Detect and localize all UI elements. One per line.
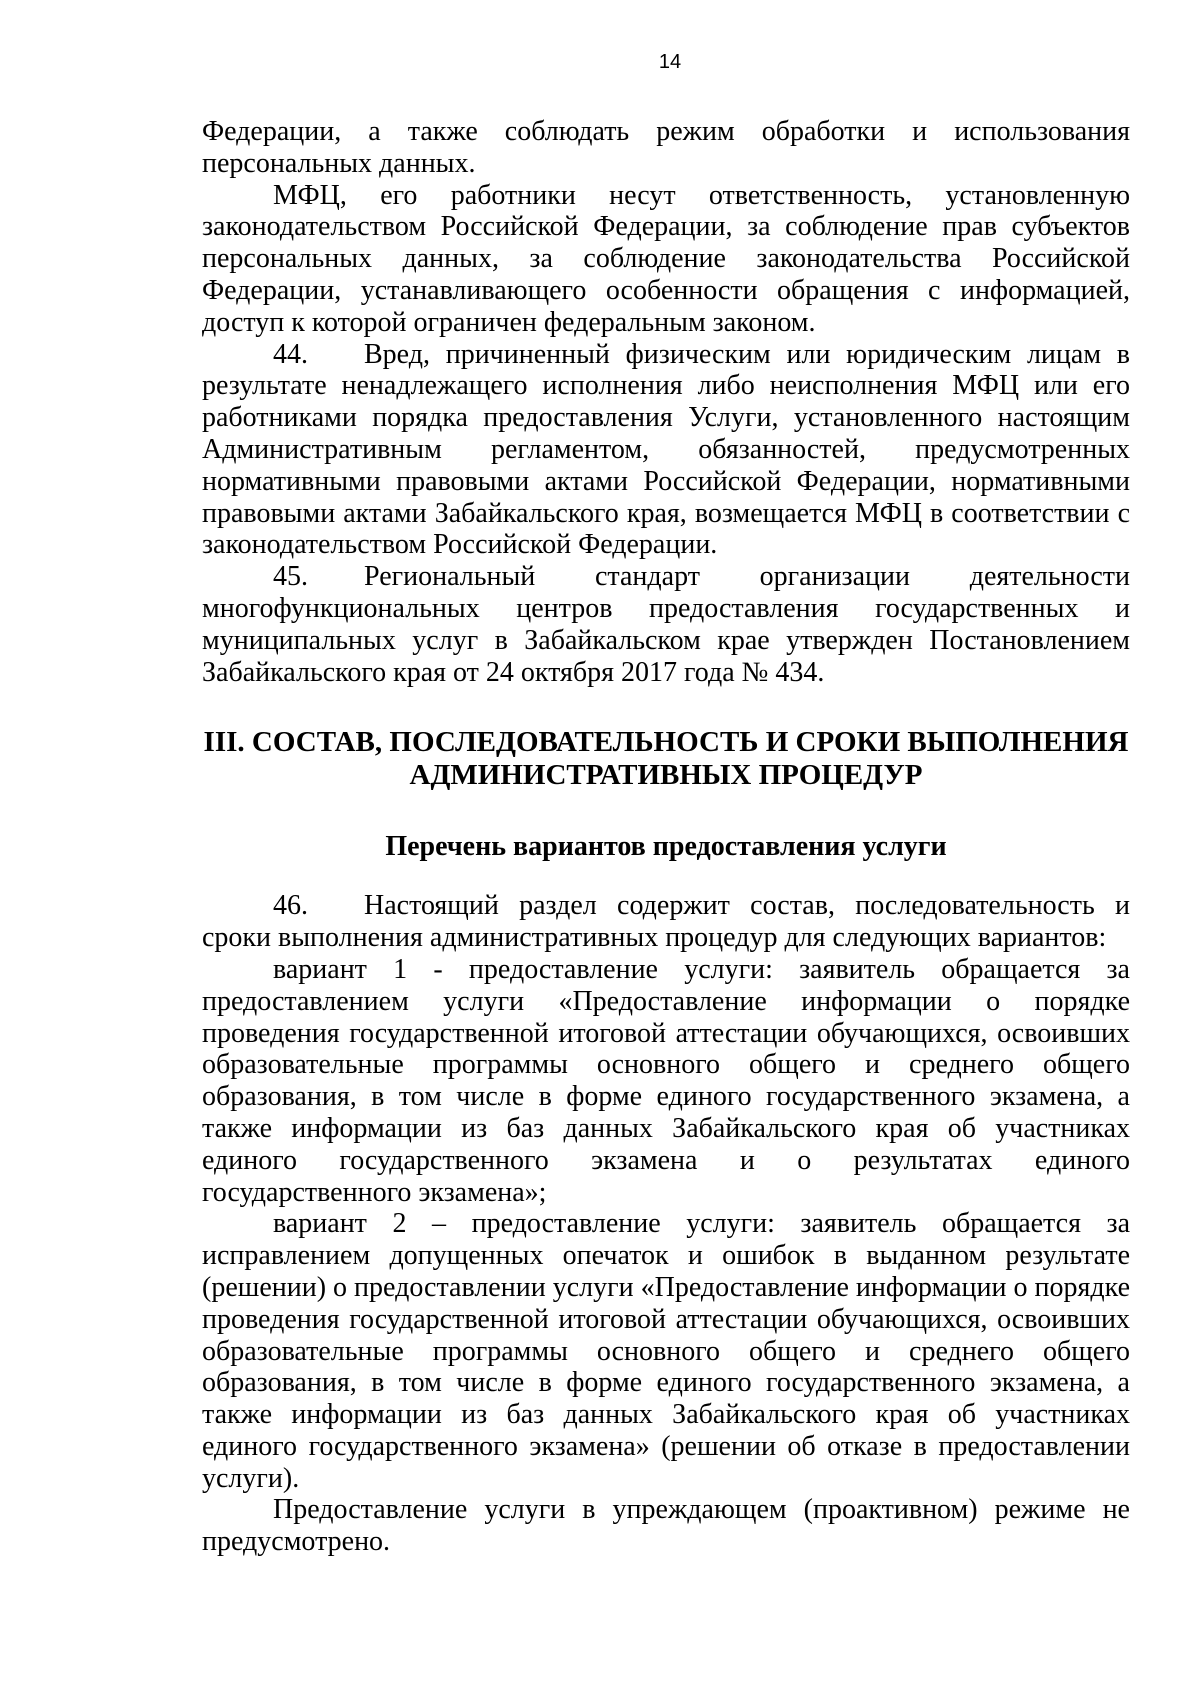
subsection-title: Перечень вариантов предоставления услуги [385, 831, 947, 863]
paragraph-number: 45. [273, 561, 308, 593]
paragraph-variant-1: вариант 1 - предоставление услуги: заявитель обращается за предоставлением услуги «Предоставление информации о порядке проведения государственной итоговой аттестации обучающихся, освоивших образовательные программы основного общего и среднего общего образования, в том числе в форме единого государственного экзамена, а также информации из баз данных Забайкальского края об участниках единого государственного экзамена и о результатах единого государственного экзамена»; [202, 953, 1130, 1208]
paragraph-mfc-responsibility: МФЦ, его работники несут ответственность, установленную законодательством Российской Федерации, за соблюдение прав субъектов персональных данных, за соблюдение законодательства Российской Федерации, устанавливающего особенности обращения с информацией, доступ к которой ограничен федеральным законом. [202, 179, 1130, 338]
paragraph-text: Региональный стандарт организации деятельности многофункциональных центров предоставления государственных и муниципальных услуг в Забайкальском крае утвержден Постановлением Забайкальского края от 24 октября 2017 года № 434. [202, 561, 1130, 688]
paragraph-46 [202, 890, 1130, 954]
document-body [202, 116, 1130, 1558]
paragraph-number: 44. [273, 338, 308, 370]
section-title-line-1: III. СОСТАВ, ПОСЛЕДОВАТЕЛЬНОСТЬ И СРОКИ ВЫПОЛНЕНИЯ [203, 726, 1129, 759]
section-title [202, 726, 1130, 792]
paragraph-continuation: Федерации, а также соблюдать режим обработки и использования персональных данных. [202, 116, 1130, 179]
paragraph-text: Вред, причиненный физическим или юридическим лицам в результате ненадлежащего исполнения либо неисполнения МФЦ или его работниками порядка предоставления Услуги, установленного настоящим Административным регламентом, обязанностей, предусмотренных нормативными правовыми актами Российской Федерации, нормативными правовыми актами Забайкальского края, возмещается МФЦ в соответствии с законодательством Российской Федерации. [202, 338, 1130, 561]
paragraph-variant-2: вариант 2 – предоставление услуги: заявитель обращается за исправлением допущенных опечаток и ошибок в выданном результате (решении) о предоставлении услуги «Предоставление информации о порядке проведения государственной итоговой аттестации обучающихся, освоивших образовательные программы основного общего и среднего общего образования, в том числе в форме единого государственного экзамена, а также информации из баз данных Забайкальского края об участниках единого государственного экзамена» (решении об отказе в предоставлении услуги). [202, 1208, 1130, 1494]
paragraph-44 [202, 339, 1130, 562]
paragraph-number: 46. [273, 890, 308, 922]
paragraph-proactive: Предоставление услуги в упреждающем (проактивном) режиме не предусмотрено. [202, 1494, 1130, 1558]
page-number: 14 [658, 51, 682, 73]
paragraph-45 [202, 561, 1130, 688]
paragraph-text: Настоящий раздел содержит состав, последовательность и сроки выполнения административных процедур для следующих вариантов: [202, 890, 1130, 954]
section-title-line-2: АДМИНИСТРАТИВНЫХ ПРОЦЕДУР [409, 759, 923, 792]
